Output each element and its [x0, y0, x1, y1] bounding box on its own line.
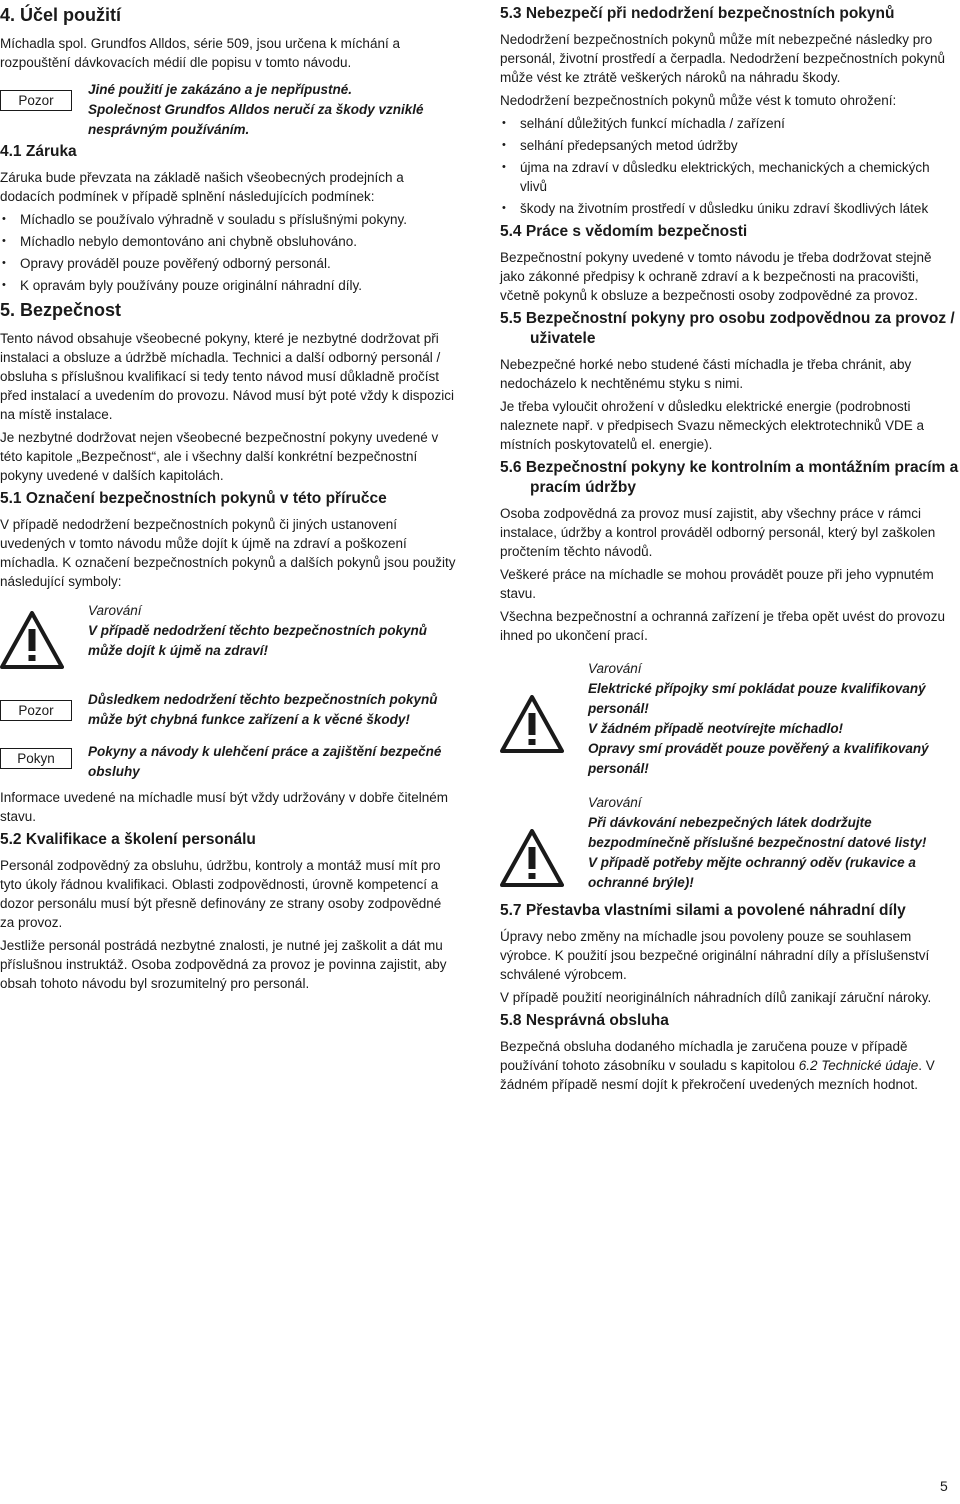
- hazard-list: [500, 114, 960, 218]
- varovani-line-2: V případě potřeby mějte ochranný oděv (rukavice a ochranné brýle)!: [588, 855, 916, 890]
- section-5-2-title: 5.2 Kvalifikace a školení personálu: [0, 831, 256, 848]
- left-column: [0, 4, 458, 997]
- warning-triangle-icon: [0, 611, 64, 669]
- warning-triangle-icon: [500, 829, 564, 887]
- varovani-title: Varování: [88, 603, 142, 618]
- varovani-line-1: Při dávkování nebezpečných látek dodržujte bezpodmínečně příslušné bezpečnostní datové listy!: [588, 815, 927, 850]
- section-5-8-text-a: Bezpečná obsluha dodaného míchadla je zaručena pouze v případě používání tohoto zásobníku v souladu s kapitolou: [500, 1039, 908, 1073]
- section-5-4-p1: Bezpečnostní pokyny uvedené v tomto návodu je třeba dodržovat stejně jako zákonné předpisy k ochraně zdraví a k bezpečnosti na pracovišti, včetně pokynů k obsluze a bezpečnosti osoby zodpovědné za provoz.: [500, 250, 932, 303]
- right-column: [500, 4, 960, 1098]
- list-item: • újma na zdraví v důsledku elektrických, mechanických a chemických vlivů: [500, 158, 960, 196]
- list-item: • Míchadlo nebylo demontováno ani chybně obsluhováno.: [0, 232, 458, 251]
- list-item: • K opravám byly používány pouze originální náhradní díly.: [0, 276, 458, 295]
- pozor-line-2: Společnost Grundfos Alldos neručí za škody vzniklé nesprávným používáním.: [88, 102, 424, 137]
- section-5-3-p1: Nedodržení bezpečnostních pokynů může mít nebezpečné následky pro personál, životní prostředí a čerpadla. Nedodržení bezpečnostních pokynů může vést ke ztrátě veškerých nároků na náhradu škody.: [500, 32, 946, 85]
- section-5-6-title: 5.6 Bezpečnostní pokyny ke kontrolním a montážním pracím a pracím údržby: [500, 459, 959, 496]
- section-5-8-title: 5.8 Nesprávná obsluha: [500, 1012, 669, 1029]
- section-5-2-p1: Personál zodpovědný za obsluhu, údržbu, kontroly a montáž musí mít pro tyto úkoly řádnou kvalifikaci. Oblasti zodpovědnosti, úrovně kompetencí a dozor personálu musí být přesně definovány ze strany osoby zodpovědné za provoz.: [0, 858, 442, 930]
- section-5-8-p1: [500, 1037, 960, 1094]
- section-5-3-p2: Nedodržení bezpečnostních pokynů může vést k tomuto ohrožení:: [500, 93, 897, 108]
- page-number: 5: [940, 1478, 948, 1494]
- section-4-1-title: 4.1 Záruka: [0, 143, 77, 160]
- varovani-line-3: Opravy smí provádět pouze pověřený a kvalifikovaný personál!: [588, 741, 929, 776]
- section-4-1-text: Záruka bude převzata na základě našich všeobecných prodejních a dodacích podmínek v případě splnění následujících podmínek:: [0, 170, 404, 204]
- warning-triangle-icon: [500, 695, 564, 753]
- section-5-7-title: 5.7 Přestavba vlastními silami a povolené náhradní díly: [500, 902, 906, 919]
- section-5-3-title: 5.3 Nebezpečí při nedodržení bezpečnostních pokynů: [500, 5, 895, 22]
- varovani-line-1: Elektrické přípojky smí pokládat pouze kvalifikovaný personál!: [588, 681, 926, 716]
- varovani-title: Varování: [588, 661, 642, 676]
- section-5-7-p2: V případě použití neoriginálních náhradních dílů zanikají záruční nároky.: [500, 990, 932, 1005]
- section-5-p1: Tento návod obsahuje všeobecné pokyny, které je nezbytné dodržovat při instalaci a obsluze a údržbě míchadla. Technici a další odborný personál / obsluha s příslušnou kvalifikací si tedy tento návod musí důkladně pročíst před instalací a uvedením do provozu. Návod musí být poté vždy k dispozici na místě instalace.: [0, 331, 454, 422]
- section-5-title: 5. Bezpečnost: [0, 300, 122, 320]
- section-4-title: 4. Účel použití: [0, 5, 122, 25]
- varovani-electrical-notice: [500, 659, 960, 779]
- pokyn-text: Pokyny a návody k ulehčení práce a zajištění bezpečné obsluhy: [88, 744, 442, 779]
- pozor-label: Pozor: [0, 90, 72, 111]
- list-item: • selhání předepsaných metod údržby: [500, 136, 960, 155]
- section-5-8-text-b: . V žádném případě nesmí dojít k překročení uvedených mezních hodnot.: [500, 1058, 935, 1092]
- section-5-6-p2: Veškeré práce na míchadle se mohou provádět pouze při jeho vypnutém stavu.: [500, 567, 934, 601]
- section-5-6-p3: Všechna bezpečnostní a ochranná zařízení je třeba opět uvést do provozu ihned po ukončení prací.: [500, 609, 946, 643]
- pokyn-notice: [0, 742, 458, 782]
- warranty-conditions-list: [0, 210, 458, 295]
- section-5-1-p2: Informace uvedené na míchadle musí být vždy udržovány v dobře čitelném stavu.: [0, 790, 448, 824]
- pozor-label: Pozor: [0, 700, 72, 721]
- list-item: • Míchadlo se používalo výhradně v souladu s příslušnými pokyny.: [0, 210, 458, 229]
- varovani-title: Varování: [588, 795, 642, 810]
- section-5-4-title: 5.4 Práce s vědomím bezpečnosti: [500, 223, 748, 240]
- section-5-5-p2: Je třeba vyloučit ohrožení v důsledku elektrické energie (podrobnosti naleznete např. v předpisech Svazu německých elektrotechniků VDE a místních poskytovatelů el. energie).: [500, 399, 924, 452]
- technical-data-reference: 6.2 Technické údaje: [798, 1058, 919, 1073]
- section-5-5-p1: Nebezpečné horké nebo studené části míchadla je třeba chránit, aby nedocházelo k nechtěnému styku s nimi.: [500, 357, 912, 391]
- section-5-p2: Je nezbytné dodržovat nejen všeobecné bezpečnostní pokyny uvedené v této kapitole „Bezpečnost“, ale i všechny další konkrétní bezpečnostní pokyny uvedené v dalších kapitolách.: [0, 430, 439, 483]
- pozor-text: Důsledkem nedodržení těchto bezpečnostních pokynů může být chybná funkce zařízení a k věcné škody!: [88, 692, 438, 727]
- list-item: • selhání důležitých funkcí míchadla / zařízení: [500, 114, 960, 133]
- section-5-1-p1: V případě nedodržení bezpečnostních pokynů či jiných ustanovení uvedených v tomto návodu může dojít k újmě na zdraví a poškození míchadla. K označení bezpečnostních pokynů a dalších pokynů jsou použity následující symboly:: [0, 517, 456, 589]
- pokyn-label: Pokyn: [0, 748, 72, 769]
- section-4-intro: Míchadla spol. Grundfos Alldos, série 509, jsou určena k míchání a rozpouštění dávkovacích médií dle popisu v tomto návodu.: [0, 36, 400, 70]
- pozor-notice-4: [0, 80, 458, 140]
- section-5-7-p1: Úpravy nebo změny na míchadle jsou povoleny pouze se souhlasem výrobce. K použití jsou bezpečné originální náhradní díly a příslušenství schválené výrobcem.: [500, 929, 930, 982]
- varovani-notice: [0, 601, 458, 674]
- pozor-notice: [0, 690, 458, 730]
- section-5-5-title: 5.5 Bezpečnostní pokyny pro osobu zodpovědnou za provoz / uživatele: [500, 310, 955, 347]
- list-item: • škody na životním prostředí v důsledku úniku zdraví škodlivých látek: [500, 199, 960, 218]
- section-5-2-p2: Jestliže personál postrádá nezbytné znalosti, je nutné jej zaškolit a dát mu příslušnou instruktáž. Osoba zodpovědná za provoz je povinna zajistit, aby obsah tohoto návodu byl srozumitelný pro personál.: [0, 938, 447, 991]
- varovani-line-2: V žádném případě neotvírejte míchadlo!: [588, 721, 844, 736]
- varovani-text: V případě nedodržení těchto bezpečnostních pokynů může dojít k újmě na zdraví!: [88, 623, 428, 658]
- section-5-6-p1: Osoba zodpovědná za provoz musí zajistit, aby všechny práce v rámci instalace, údržby a kontrol prováděl odborný personál, který byl zaškolen pročtením těchto návodů.: [500, 506, 936, 559]
- pozor-line-1: Jiné použití je zakázáno a je nepřípustné.: [88, 82, 353, 97]
- varovani-chemical-notice: [500, 793, 960, 893]
- list-item: • Opravy prováděl pouze pověřený odborný personál.: [0, 254, 458, 273]
- section-5-1-title: 5.1 Označení bezpečnostních pokynů v této příručce: [0, 490, 387, 507]
